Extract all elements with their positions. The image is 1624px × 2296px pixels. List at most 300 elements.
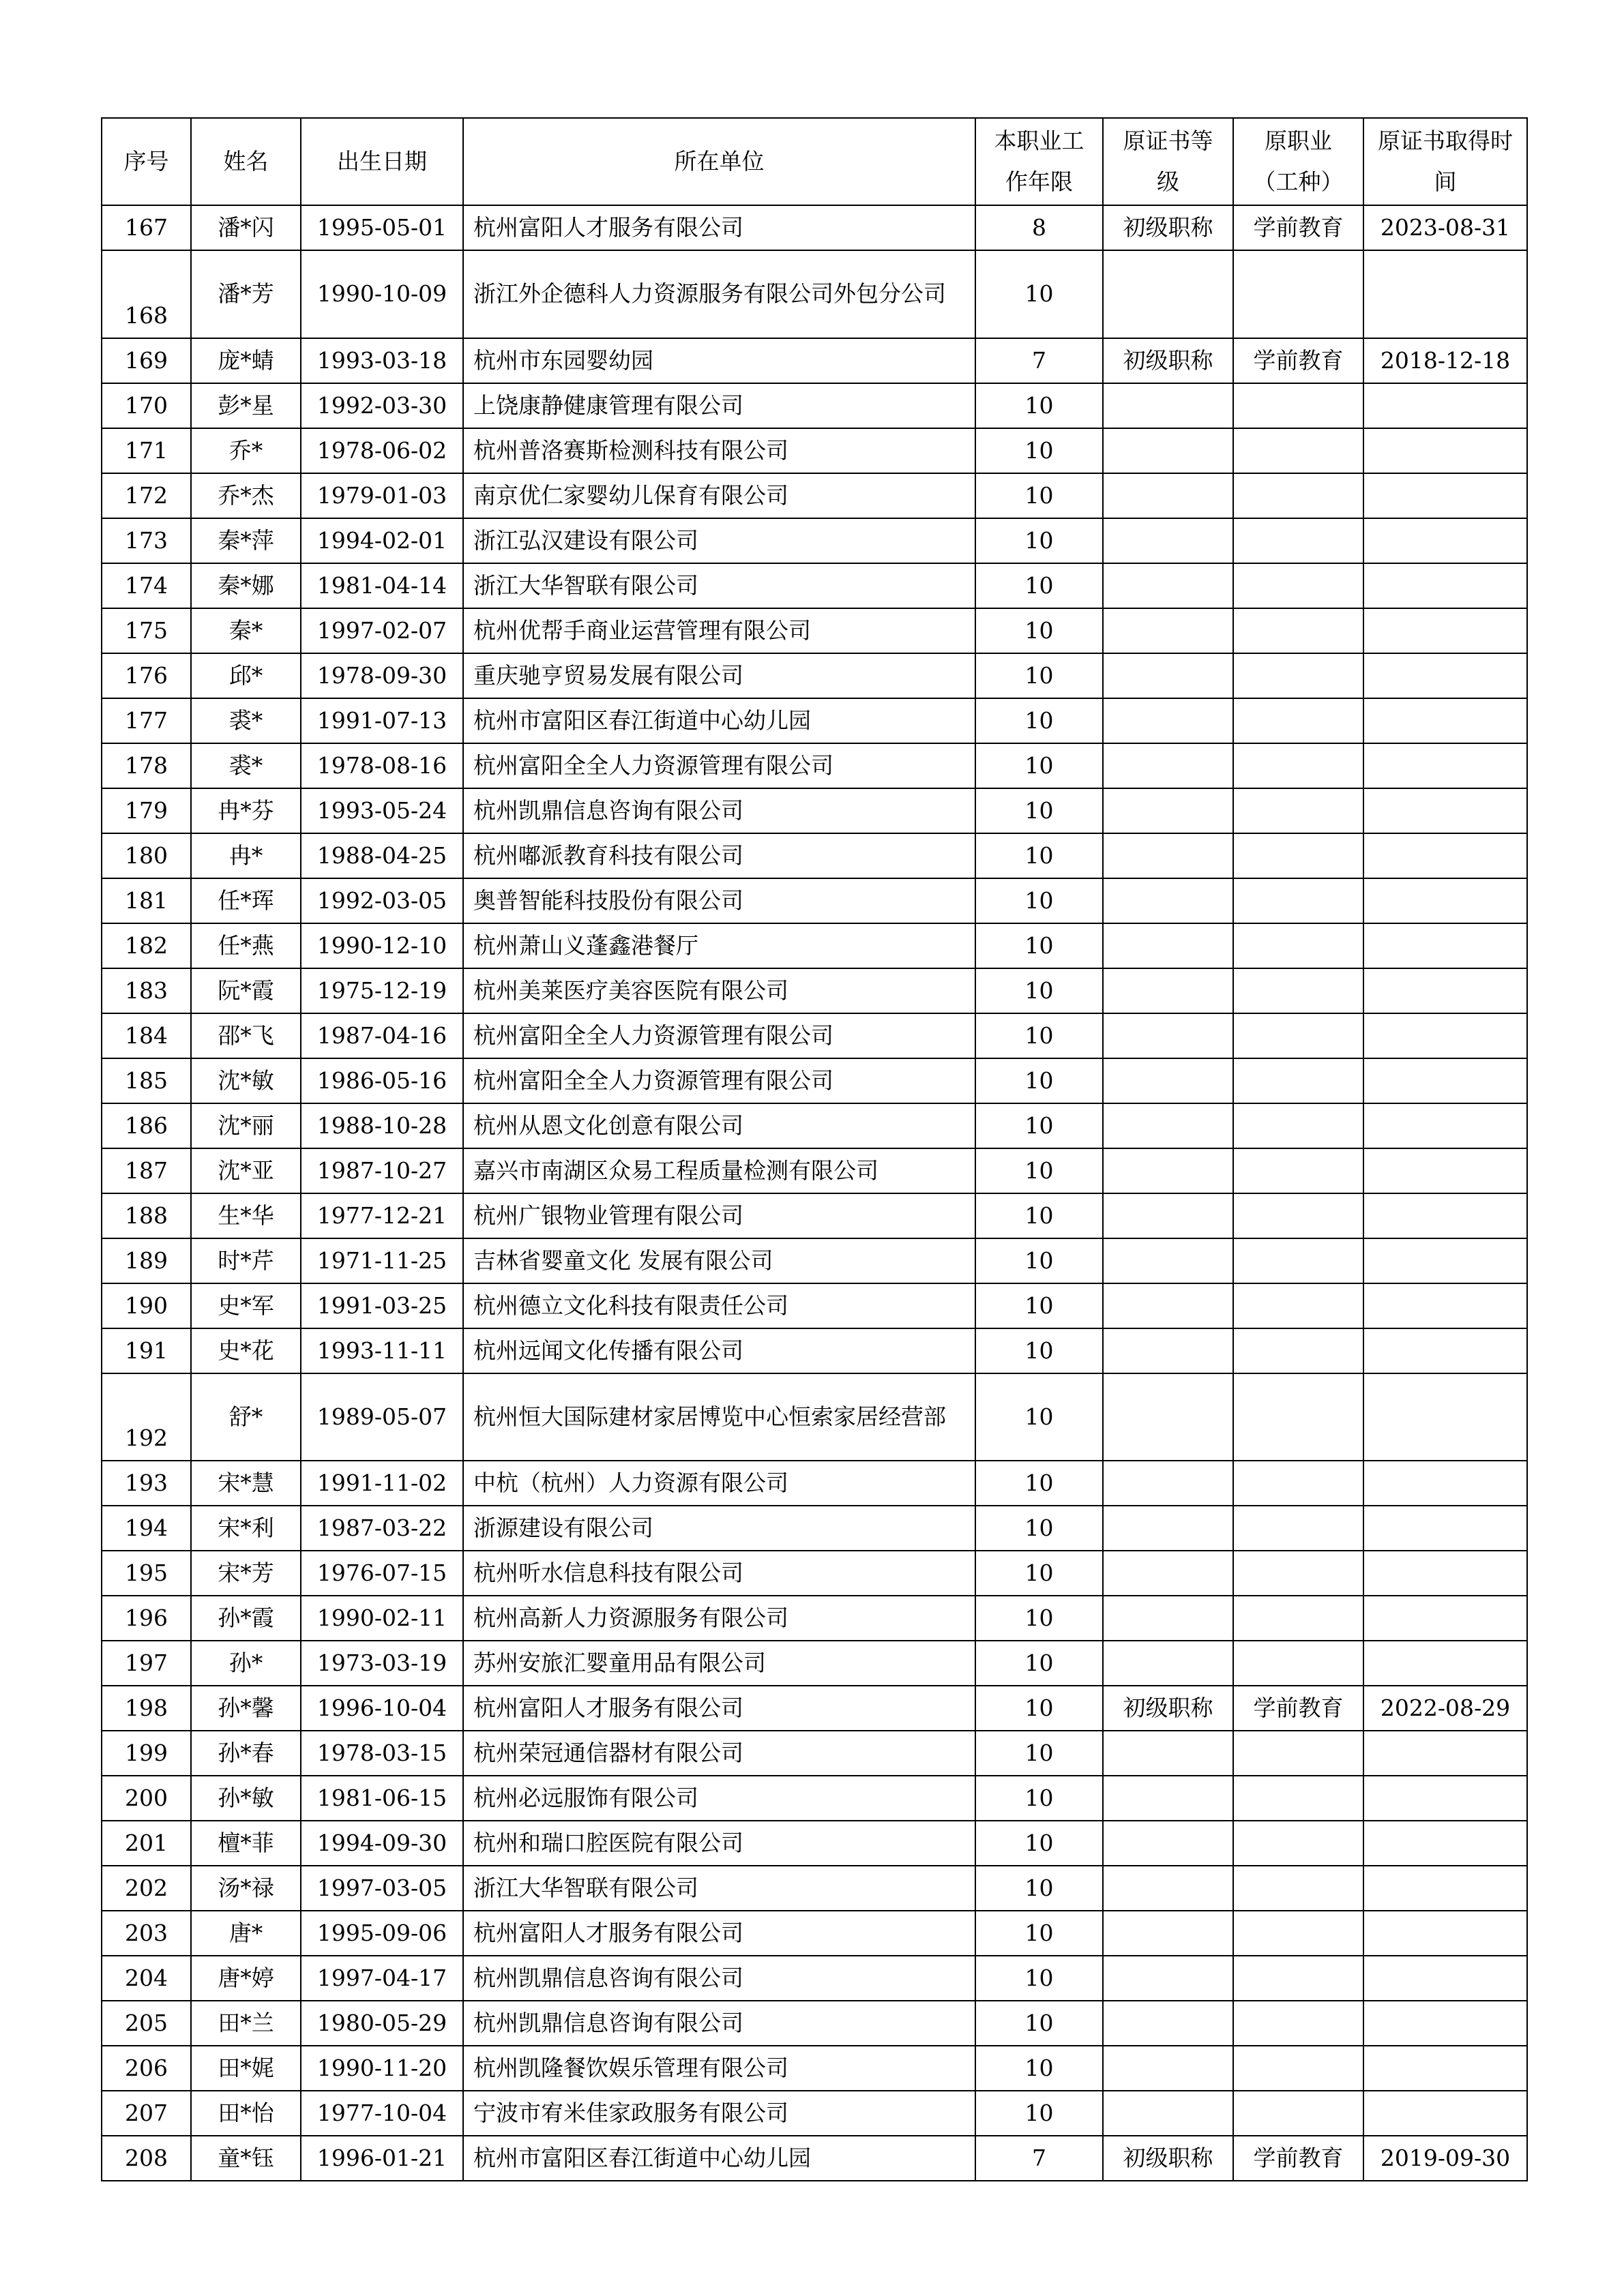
header-occupation: 原职业（工种）	[1233, 118, 1363, 205]
cert-level-cell	[1103, 563, 1233, 608]
table-row	[102, 1283, 1527, 1328]
person-name-cell: 冉*	[191, 833, 301, 878]
occupation-cell	[1233, 833, 1363, 878]
person-name-cell: 孙*敏	[191, 1776, 301, 1821]
cert-level-cell: 初级职称	[1103, 205, 1233, 250]
cert-level-cell	[1103, 1776, 1233, 1821]
cert-level-cell	[1103, 1866, 1233, 1911]
table-row	[102, 1866, 1527, 1911]
person-name-cell: 秦*	[191, 608, 301, 653]
table-row	[102, 563, 1527, 608]
row-number-cell: 167	[102, 205, 191, 250]
cert-level-cell	[1103, 698, 1233, 743]
table-row	[102, 653, 1527, 698]
work-unit-cell: 嘉兴市南湖区众易工程质量检测有限公司	[463, 1148, 975, 1193]
row-number-cell: 168	[102, 250, 191, 338]
cert-time-cell: 2022-08-29	[1363, 1686, 1527, 1731]
cert-level-cell	[1103, 968, 1233, 1013]
cert-time-cell	[1363, 1596, 1527, 1641]
row-number-cell: 178	[102, 743, 191, 788]
person-name-cell: 时*芹	[191, 1238, 301, 1283]
work-years-cell: 10	[975, 2001, 1103, 2046]
work-years-cell: 10	[975, 608, 1103, 653]
work-years-cell: 10	[975, 1461, 1103, 1506]
person-name-cell: 宋*慧	[191, 1461, 301, 1506]
birth-date-cell: 1977-10-04	[301, 2091, 463, 2136]
table-row	[102, 923, 1527, 968]
work-years-cell: 10	[975, 1956, 1103, 2001]
work-years-cell: 10	[975, 1193, 1103, 1238]
row-number-cell: 199	[102, 1731, 191, 1776]
work-unit-cell: 杭州恒大国际建材家居博览中心恒索家居经营部	[463, 1373, 975, 1461]
cert-time-cell	[1363, 518, 1527, 563]
birth-date-cell: 1997-03-05	[301, 1866, 463, 1911]
cert-level-cell	[1103, 1148, 1233, 1193]
row-number-cell: 186	[102, 1103, 191, 1148]
cert-time-cell	[1363, 383, 1527, 428]
occupation-cell: 学前教育	[1233, 2136, 1363, 2181]
cert-time-cell	[1363, 698, 1527, 743]
occupation-cell	[1233, 968, 1363, 1013]
occupation-cell	[1233, 1328, 1363, 1373]
birth-date-cell: 1997-04-17	[301, 1956, 463, 2001]
cert-time-cell	[1363, 1148, 1527, 1193]
person-name-cell: 潘*芳	[191, 250, 301, 338]
occupation-cell	[1233, 698, 1363, 743]
row-number-cell: 204	[102, 1956, 191, 2001]
birth-date-cell: 1987-03-22	[301, 1506, 463, 1551]
occupation-cell	[1233, 1148, 1363, 1193]
table-row	[102, 1506, 1527, 1551]
row-number-cell: 190	[102, 1283, 191, 1328]
person-name-cell: 任*燕	[191, 923, 301, 968]
occupation-cell: 学前教育	[1233, 338, 1363, 383]
cert-time-cell	[1363, 1373, 1527, 1461]
person-name-cell: 孙*春	[191, 1731, 301, 1776]
birth-date-cell: 1977-12-21	[301, 1193, 463, 1238]
table-row	[102, 1103, 1527, 1148]
header-years: 本职业工作年限	[975, 118, 1103, 205]
person-name-cell: 沈*丽	[191, 1103, 301, 1148]
work-unit-cell: 杭州远闻文化传播有限公司	[463, 1328, 975, 1373]
occupation-cell	[1233, 383, 1363, 428]
row-number-cell: 176	[102, 653, 191, 698]
person-name-cell: 冉*芬	[191, 788, 301, 833]
row-number-cell: 174	[102, 563, 191, 608]
occupation-cell	[1233, 743, 1363, 788]
work-years-cell: 10	[975, 1058, 1103, 1103]
cert-level-cell	[1103, 383, 1233, 428]
cert-level-cell	[1103, 1956, 1233, 2001]
cert-level-cell	[1103, 1193, 1233, 1238]
cert-time-cell	[1363, 653, 1527, 698]
birth-date-cell: 1990-11-20	[301, 2046, 463, 2091]
table-row	[102, 1686, 1527, 1731]
row-number-cell: 188	[102, 1193, 191, 1238]
occupation-cell	[1233, 1373, 1363, 1461]
work-years-cell: 7	[975, 338, 1103, 383]
row-number-cell: 185	[102, 1058, 191, 1103]
birth-date-cell: 1992-03-05	[301, 878, 463, 923]
work-years-cell: 10	[975, 428, 1103, 473]
work-unit-cell: 浙江大华智联有限公司	[463, 563, 975, 608]
header-cert-time: 原证书取得时间	[1363, 118, 1527, 205]
cert-time-cell	[1363, 1866, 1527, 1911]
cert-time-cell	[1363, 788, 1527, 833]
occupation-cell	[1233, 2046, 1363, 2091]
work-years-cell: 10	[975, 1148, 1103, 1193]
occupation-cell	[1233, 1641, 1363, 1686]
cert-time-cell	[1363, 1956, 1527, 2001]
table-body	[102, 205, 1527, 2181]
occupation-cell	[1233, 250, 1363, 338]
person-name-cell: 童*钰	[191, 2136, 301, 2181]
work-years-cell: 8	[975, 205, 1103, 250]
work-years-cell: 10	[975, 1551, 1103, 1596]
person-name-cell: 庞*蜻	[191, 338, 301, 383]
work-unit-cell: 重庆驰亨贸易发展有限公司	[463, 653, 975, 698]
header-name: 姓名	[191, 118, 301, 205]
person-name-cell: 沈*敏	[191, 1058, 301, 1103]
work-unit-cell: 吉林省婴童文化 发展有限公司	[463, 1238, 975, 1283]
work-years-cell: 10	[975, 968, 1103, 1013]
work-unit-cell: 中杭（杭州）人力资源有限公司	[463, 1461, 975, 1506]
table-row	[102, 1193, 1527, 1238]
header-dob: 出生日期	[301, 118, 463, 205]
person-name-cell: 沈*亚	[191, 1148, 301, 1193]
occupation-cell: 学前教育	[1233, 1686, 1363, 1731]
table-row	[102, 250, 1527, 338]
work-unit-cell: 杭州嘟派教育科技有限公司	[463, 833, 975, 878]
occupation-cell	[1233, 2001, 1363, 2046]
cert-level-cell	[1103, 518, 1233, 563]
occupation-cell	[1233, 1596, 1363, 1641]
birth-date-cell: 1978-08-16	[301, 743, 463, 788]
occupation-cell	[1233, 1283, 1363, 1328]
row-number-cell: 172	[102, 473, 191, 518]
work-years-cell: 10	[975, 878, 1103, 923]
work-unit-cell: 浙江弘汉建设有限公司	[463, 518, 975, 563]
work-unit-cell: 杭州凯鼎信息咨询有限公司	[463, 788, 975, 833]
birth-date-cell: 1993-03-18	[301, 338, 463, 383]
table-row	[102, 1328, 1527, 1373]
table-row	[102, 518, 1527, 563]
birth-date-cell: 1975-12-19	[301, 968, 463, 1013]
table-row	[102, 698, 1527, 743]
cert-time-cell	[1363, 833, 1527, 878]
work-years-cell: 10	[975, 653, 1103, 698]
work-unit-cell: 杭州富阳全全人力资源管理有限公司	[463, 743, 975, 788]
cert-level-cell	[1103, 2091, 1233, 2136]
table-row	[102, 1238, 1527, 1283]
cert-time-cell	[1363, 1238, 1527, 1283]
cert-time-cell	[1363, 2046, 1527, 2091]
cert-level-cell	[1103, 1461, 1233, 1506]
work-unit-cell: 杭州市富阳区春江街道中心幼儿园	[463, 2136, 975, 2181]
row-number-cell: 173	[102, 518, 191, 563]
table-row	[102, 1911, 1527, 1956]
work-unit-cell: 杭州富阳人才服务有限公司	[463, 205, 975, 250]
work-unit-cell: 杭州从恩文化创意有限公司	[463, 1103, 975, 1148]
person-name-cell: 檀*菲	[191, 1821, 301, 1866]
table-row	[102, 743, 1527, 788]
cert-time-cell: 2019-09-30	[1363, 2136, 1527, 2181]
work-years-cell: 10	[975, 1686, 1103, 1731]
birth-date-cell: 1980-05-29	[301, 2001, 463, 2046]
work-unit-cell: 杭州富阳全全人力资源管理有限公司	[463, 1058, 975, 1103]
person-name-cell: 阮*霞	[191, 968, 301, 1013]
person-name-cell: 秦*娜	[191, 563, 301, 608]
cert-level-cell	[1103, 250, 1233, 338]
cert-time-cell	[1363, 1461, 1527, 1506]
work-unit-cell: 杭州凯鼎信息咨询有限公司	[463, 1956, 975, 2001]
row-number-cell: 206	[102, 2046, 191, 2091]
person-name-cell: 舒*	[191, 1373, 301, 1461]
person-name-cell: 生*华	[191, 1193, 301, 1238]
work-unit-cell: 杭州广银物业管理有限公司	[463, 1193, 975, 1238]
work-years-cell: 10	[975, 788, 1103, 833]
cert-level-cell: 初级职称	[1103, 2136, 1233, 2181]
cert-time-cell	[1363, 1283, 1527, 1328]
work-years-cell: 7	[975, 2136, 1103, 2181]
birth-date-cell: 1990-10-09	[301, 250, 463, 338]
work-unit-cell: 杭州市东园婴幼园	[463, 338, 975, 383]
occupation-cell	[1233, 608, 1363, 653]
cert-level-cell	[1103, 1641, 1233, 1686]
cert-level-cell	[1103, 2046, 1233, 2091]
birth-date-cell: 1979-01-03	[301, 473, 463, 518]
cert-time-cell	[1363, 1551, 1527, 1596]
work-unit-cell: 杭州高新人力资源服务有限公司	[463, 1596, 975, 1641]
row-number-cell: 203	[102, 1911, 191, 1956]
work-years-cell: 10	[975, 518, 1103, 563]
person-name-cell: 乔*	[191, 428, 301, 473]
occupation-cell	[1233, 1506, 1363, 1551]
table-row	[102, 878, 1527, 923]
birth-date-cell: 1987-10-27	[301, 1148, 463, 1193]
cert-time-cell	[1363, 1731, 1527, 1776]
work-unit-cell: 杭州和瑞口腔医院有限公司	[463, 1821, 975, 1866]
row-number-cell: 170	[102, 383, 191, 428]
work-unit-cell: 杭州普洛赛斯检测科技有限公司	[463, 428, 975, 473]
table-row	[102, 1551, 1527, 1596]
occupation-cell	[1233, 1103, 1363, 1148]
person-name-cell: 秦*萍	[191, 518, 301, 563]
cert-time-cell	[1363, 473, 1527, 518]
birth-date-cell: 1973-03-19	[301, 1641, 463, 1686]
person-name-cell: 邵*飞	[191, 1013, 301, 1058]
cert-level-cell	[1103, 608, 1233, 653]
cert-time-cell: 2023-08-31	[1363, 205, 1527, 250]
row-number-cell: 169	[102, 338, 191, 383]
cert-level-cell	[1103, 1058, 1233, 1103]
cert-level-cell	[1103, 833, 1233, 878]
row-number-cell: 175	[102, 608, 191, 653]
birth-date-cell: 1988-04-25	[301, 833, 463, 878]
person-name-cell: 孙*霞	[191, 1596, 301, 1641]
work-years-cell: 10	[975, 1283, 1103, 1328]
table-row	[102, 2001, 1527, 2046]
work-years-cell: 10	[975, 383, 1103, 428]
work-unit-cell: 杭州凯隆餐饮娱乐管理有限公司	[463, 2046, 975, 2091]
work-years-cell: 10	[975, 563, 1103, 608]
work-years-cell: 10	[975, 1641, 1103, 1686]
cert-level-cell	[1103, 1911, 1233, 1956]
row-number-cell: 205	[102, 2001, 191, 2046]
row-number-cell: 183	[102, 968, 191, 1013]
occupation-cell	[1233, 1821, 1363, 1866]
row-number-cell: 171	[102, 428, 191, 473]
work-unit-cell: 杭州听水信息科技有限公司	[463, 1551, 975, 1596]
work-unit-cell: 宁波市宥米佳家政服务有限公司	[463, 2091, 975, 2136]
cert-level-cell	[1103, 1283, 1233, 1328]
cert-level-cell	[1103, 2001, 1233, 2046]
occupation-cell	[1233, 518, 1363, 563]
work-unit-cell: 浙江大华智联有限公司	[463, 1866, 975, 1911]
occupation-cell	[1233, 923, 1363, 968]
birth-date-cell: 1976-07-15	[301, 1551, 463, 1596]
birth-date-cell: 1978-09-30	[301, 653, 463, 698]
work-unit-cell: 苏州安旅汇婴童用品有限公司	[463, 1641, 975, 1686]
cert-time-cell	[1363, 428, 1527, 473]
work-unit-cell: 杭州德立文化科技有限责任公司	[463, 1283, 975, 1328]
table-row	[102, 383, 1527, 428]
cert-level-cell	[1103, 1103, 1233, 1148]
work-years-cell: 10	[975, 1013, 1103, 1058]
header-unit: 所在单位	[463, 118, 975, 205]
birth-date-cell: 1995-09-06	[301, 1911, 463, 1956]
cert-time-cell	[1363, 608, 1527, 653]
header-level: 原证书等级	[1103, 118, 1233, 205]
work-unit-cell: 杭州优帮手商业运营管理有限公司	[463, 608, 975, 653]
cert-level-cell	[1103, 1328, 1233, 1373]
work-unit-cell: 杭州富阳人才服务有限公司	[463, 1686, 975, 1731]
birth-date-cell: 1981-06-15	[301, 1776, 463, 1821]
occupation-cell	[1233, 1013, 1363, 1058]
birth-date-cell: 1994-09-30	[301, 1821, 463, 1866]
row-number-cell: 193	[102, 1461, 191, 1506]
person-name-cell: 史*军	[191, 1283, 301, 1328]
cert-time-cell	[1363, 878, 1527, 923]
row-number-cell: 189	[102, 1238, 191, 1283]
work-years-cell: 10	[975, 2091, 1103, 2136]
work-years-cell: 10	[975, 1596, 1103, 1641]
table-row	[102, 428, 1527, 473]
birth-date-cell: 1978-06-02	[301, 428, 463, 473]
work-unit-cell: 浙源建设有限公司	[463, 1506, 975, 1551]
person-name-cell: 潘*闪	[191, 205, 301, 250]
work-unit-cell: 杭州萧山义蓬鑫港餐厅	[463, 923, 975, 968]
occupation-cell	[1233, 1776, 1363, 1821]
cert-level-cell: 初级职称	[1103, 1686, 1233, 1731]
table-row	[102, 1821, 1527, 1866]
work-years-cell: 10	[975, 250, 1103, 338]
birth-date-cell: 1971-11-25	[301, 1238, 463, 1283]
occupation-cell	[1233, 1461, 1363, 1506]
table-row	[102, 205, 1527, 250]
work-unit-cell: 杭州美莱医疗美容医院有限公司	[463, 968, 975, 1013]
occupation-cell	[1233, 563, 1363, 608]
cert-level-cell	[1103, 1821, 1233, 1866]
table-row	[102, 788, 1527, 833]
cert-level-cell: 初级职称	[1103, 338, 1233, 383]
table-row	[102, 338, 1527, 383]
person-name-cell: 田*娓	[191, 2046, 301, 2091]
cert-level-cell	[1103, 1731, 1233, 1776]
row-number-cell: 195	[102, 1551, 191, 1596]
birth-date-cell: 1990-02-11	[301, 1596, 463, 1641]
birth-date-cell: 1996-01-21	[301, 2136, 463, 2181]
occupation-cell	[1233, 473, 1363, 518]
birth-date-cell: 1989-05-07	[301, 1373, 463, 1461]
birth-date-cell: 1990-12-10	[301, 923, 463, 968]
work-unit-cell: 杭州富阳人才服务有限公司	[463, 1911, 975, 1956]
person-name-cell: 宋*芳	[191, 1551, 301, 1596]
birth-date-cell: 1993-11-11	[301, 1328, 463, 1373]
occupation-cell	[1233, 1956, 1363, 2001]
table-row	[102, 1731, 1527, 1776]
person-name-cell: 裘*	[191, 698, 301, 743]
roster-table	[101, 117, 1528, 2181]
row-number-cell: 207	[102, 2091, 191, 2136]
row-number-cell: 177	[102, 698, 191, 743]
work-unit-cell: 杭州富阳全全人力资源管理有限公司	[463, 1013, 975, 1058]
table-row	[102, 1596, 1527, 1641]
work-years-cell: 10	[975, 1776, 1103, 1821]
work-years-cell: 10	[975, 1866, 1103, 1911]
cert-time-cell	[1363, 2091, 1527, 2136]
row-number-cell: 179	[102, 788, 191, 833]
work-unit-cell: 杭州凯鼎信息咨询有限公司	[463, 2001, 975, 2046]
birth-date-cell: 1991-03-25	[301, 1283, 463, 1328]
work-years-cell: 10	[975, 1328, 1103, 1373]
occupation-cell	[1233, 788, 1363, 833]
table-row	[102, 833, 1527, 878]
row-number-cell: 194	[102, 1506, 191, 1551]
header-row	[102, 118, 1527, 205]
work-years-cell: 10	[975, 1373, 1103, 1461]
cert-level-cell	[1103, 1506, 1233, 1551]
cert-time-cell	[1363, 743, 1527, 788]
birth-date-cell: 1986-05-16	[301, 1058, 463, 1103]
cert-time-cell	[1363, 563, 1527, 608]
occupation-cell	[1233, 1911, 1363, 1956]
table-row	[102, 1148, 1527, 1193]
table-row	[102, 473, 1527, 518]
cert-time-cell	[1363, 2001, 1527, 2046]
cert-level-cell	[1103, 743, 1233, 788]
row-number-cell: 191	[102, 1328, 191, 1373]
work-unit-cell: 上饶康静健康管理有限公司	[463, 383, 975, 428]
work-years-cell: 10	[975, 923, 1103, 968]
work-unit-cell: 杭州荣冠通信器材有限公司	[463, 1731, 975, 1776]
table-row	[102, 2091, 1527, 2136]
work-unit-cell: 杭州必远服饰有限公司	[463, 1776, 975, 1821]
person-name-cell: 裘*	[191, 743, 301, 788]
person-name-cell: 史*花	[191, 1328, 301, 1373]
work-years-cell: 10	[975, 1911, 1103, 1956]
table-row	[102, 2136, 1527, 2181]
birth-date-cell: 1981-04-14	[301, 563, 463, 608]
header-no: 序号	[102, 118, 191, 205]
occupation-cell	[1233, 1193, 1363, 1238]
occupation-cell: 学前教育	[1233, 205, 1363, 250]
work-years-cell: 10	[975, 1821, 1103, 1866]
table-row	[102, 1013, 1527, 1058]
work-unit-cell: 奥普智能科技股份有限公司	[463, 878, 975, 923]
occupation-cell	[1233, 1238, 1363, 1283]
row-number-cell: 192	[102, 1373, 191, 1461]
